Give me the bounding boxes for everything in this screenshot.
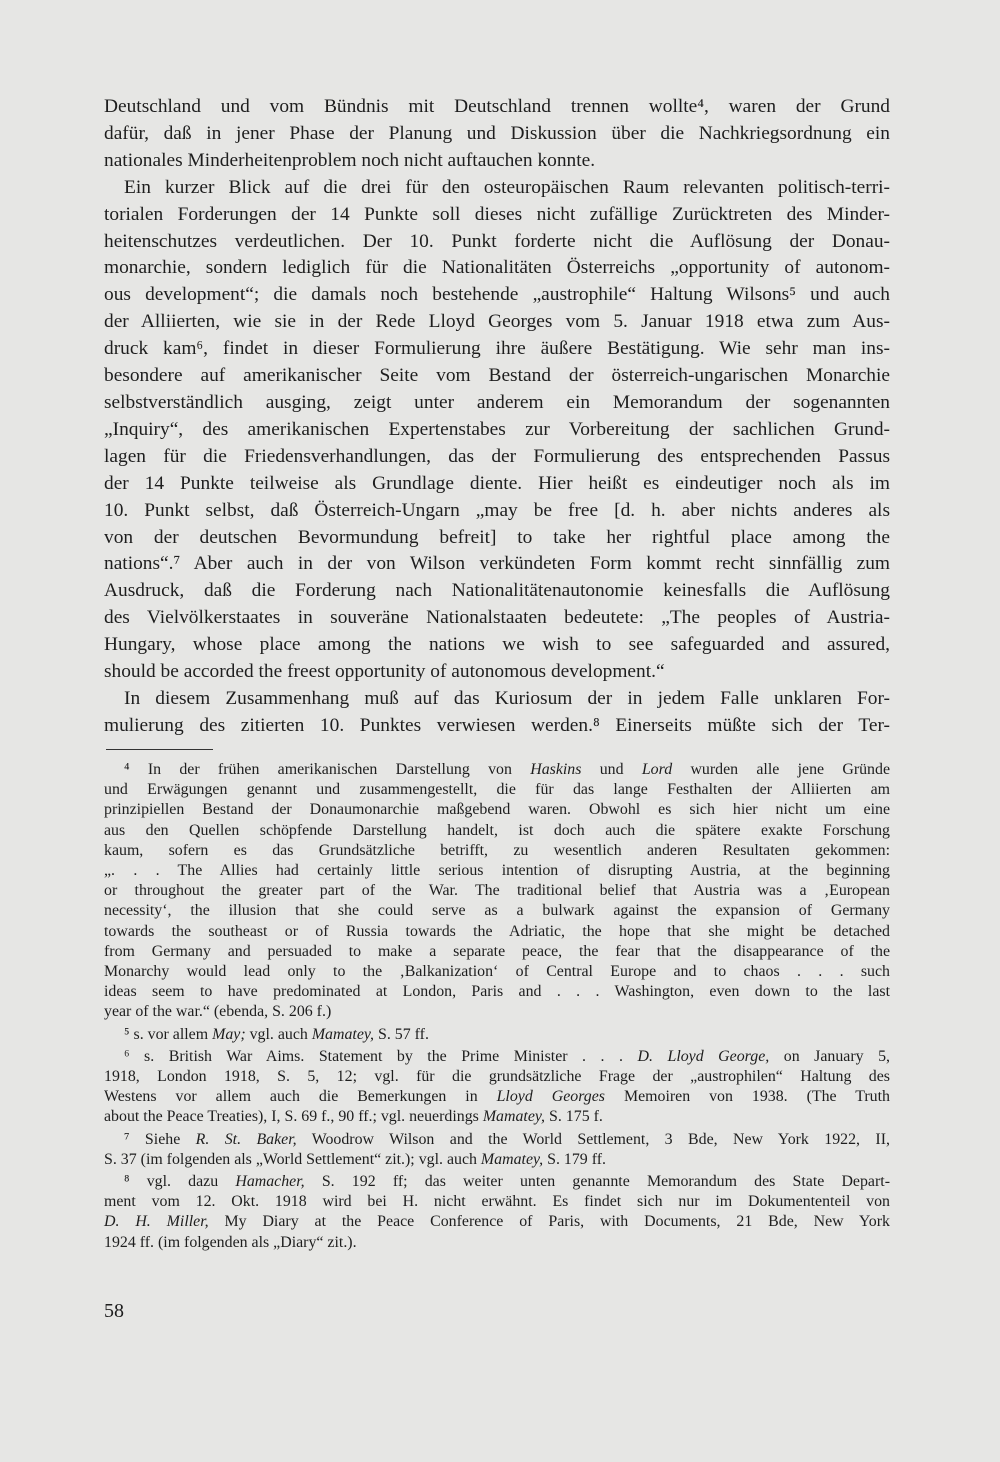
body-line: heitenschutzes verdeutlichen. Der 10. Punkt forderte nicht die Auflösung der Donau- xyxy=(104,230,890,252)
body-line: ous development“; die damals noch bestehende „austrophile“ Haltung Wilsons⁵ und auch xyxy=(104,284,890,306)
body-line: Deutschland und vom Bündnis mit Deutschland trennen wollte⁴, waren der Grund xyxy=(104,96,890,117)
body-line: besondere auf amerikanischer Seite vom Bestand der österreich-ungarischen Monarchie xyxy=(104,365,890,387)
footnote-4-line: „. . . The Allies had certainly little serious intention of disrupting Austria, at the beginning xyxy=(104,862,890,880)
footnote-4-line: towards the southeast or of Russia towards the Adriatic, the hope that she might be detached xyxy=(104,922,890,940)
footnote-4-line: ⁴ In der frühen amerikanischen Darstellung von Haskins und Lord wurden alle jene Gründe xyxy=(124,761,891,778)
body-line: nations“.⁷ Aber auch in der von Wilson verkündeten Form kommt recht sinnfällig zum xyxy=(104,553,890,575)
body-line: Ein kurzer Blick auf die drei für den osteuropäischen Raum relevanten politisch-terri- xyxy=(124,176,890,198)
footnote-4-line: Monarchy would lead only to the ‚Balkanization‘ of Central Europe and to chaos . . . such xyxy=(104,963,890,981)
footnote-8-line: ment vom 12. Okt. 1918 wird bei H. nicht erwähnt. Es findet sich nur im Dokumententeil von xyxy=(104,1193,890,1211)
footnote-5: ⁵ s. vor allem May; vgl. auch Mamatey, S. 57 ff. xyxy=(124,1025,429,1043)
body-line: 10. Punkt selbst, daß Österreich-Ungarn „may be free [d. h. aber nichts anderes als xyxy=(104,499,890,521)
body-line: mulierung des zitierten 10. Punktes verwiesen werden.⁸ Einerseits müßte sich der Ter- xyxy=(104,714,890,736)
body-line: torialen Forderungen der 14 Punkte soll dieses nicht zufällige Zurücktreten des Minder- xyxy=(104,203,890,225)
footnote-4-line: und Erwägungen genannt und zusammengestellt, die für das lange Festhalten der Alliierten am xyxy=(104,781,890,799)
footnote-8-line: 1924 ff. (im folgenden als „Diary“ zit.). xyxy=(104,1233,357,1251)
footnote-6-line: Westens vor allem auch die Bemerkungen in Lloyd Georges Memoiren von 1938. (The Truth xyxy=(104,1088,890,1106)
footnote-4-line: necessity‘, the illusion that she could serve as a bulwark against the expansion of Germany xyxy=(104,902,890,920)
body-line: „Inquiry“, des amerikanischen Expertenstabes zur Vorbereitung der sachlichen Grund- xyxy=(104,418,890,440)
footnote-6-line: 1918, London 1918, S. 5, 12; vgl. für die grundsätzliche Frage der „austrophilen“ Haltung des xyxy=(104,1068,890,1086)
footnote-4-line: or throughout the greater part of the War. The traditional belief that Austria was a ‚European xyxy=(104,882,890,900)
footnote-4-line: kaum, sofern es das Grundsätzliche betrifft, zu wesentlich anderen Resultaten gekommen: xyxy=(104,841,890,859)
body-line: selbstverständlich ausging, zeigt unter anderem ein Memorandum der sogenannten xyxy=(104,391,890,413)
footnote-6-line: ⁶ s. British War Aims. Statement by the Prime Minister . . . D. Lloyd George, on January 5, xyxy=(124,1047,890,1065)
body-line: lagen für die Friedensverhandlungen, das der Formulierung des entsprechenden Passus xyxy=(104,445,890,467)
footnote-7-line: ⁷ Siehe R. St. Baker, Woodrow Wilson and the World Settlement, 3 Bde, New York 1922, II, xyxy=(124,1130,890,1148)
body-line: von der deutschen Bevormundung befreit] to take her rightful place among the xyxy=(104,526,890,548)
footnote-8-line: ⁸ vgl. dazu Hamacher, S. 192 ff; das weiter unten genannte Memorandum des State Depart- xyxy=(124,1173,890,1191)
footnote-4-line: ideas seem to have predominated at London, Paris and . . . Washington, even down to the last xyxy=(104,983,890,1001)
body-line: der Alliierten, wie sie in der Rede Lloyd Georges vom 5. Januar 1918 etwa zum Aus- xyxy=(104,311,890,333)
footnotes xyxy=(104,760,890,1253)
footnote-4-line: prinzipiellen Bestand der Donaumonarchie maßgebend waren. Obwohl es sich hier nicht um eine xyxy=(104,801,890,819)
body-line: Ausdruck, daß die Forderung nach Nationalitätenautonomie keinesfalls die Auflösung xyxy=(104,580,890,602)
body-line: monarchie, sondern lediglich für die Nationalitäten Österreichs „opportunity of autonom- xyxy=(104,257,890,279)
page-number: 58 xyxy=(104,1300,124,1322)
footnote-separator xyxy=(106,749,213,750)
body-line: In diesem Zusammenhang muß auf das Kuriosum der in jedem Falle unklaren For- xyxy=(124,687,890,709)
footnote-4-line: year of the war.“ (ebenda, S. 206 f.) xyxy=(104,1003,332,1021)
body-line: dafür, daß in jener Phase der Planung und Diskussion über die Nachkriegsordnung ein xyxy=(104,122,890,144)
body-text xyxy=(104,94,890,740)
footnote-7-line: S. 37 (im folgenden als „World Settlement“ zit.); vgl. auch Mamatey, S. 179 ff. xyxy=(104,1150,606,1168)
body-line: Hungary, whose place among the nations we wish to see safeguarded and assured, xyxy=(104,634,890,656)
footnote-4-line: aus den Quellen schöpfende Darstellung handelt, ist doch auch die spätere exakte Forschung xyxy=(104,821,890,839)
body-line: druck kam⁶, findet in dieser Formulierung ihre äußere Bestätigung. Wie sehr man ins- xyxy=(104,338,890,360)
footnote-4-line: from Germany and persuaded to make a separate peace, the fear that the disappearance of the xyxy=(104,942,890,960)
body-line: des Vielvölkerstaates in souveräne Nationalstaaten bedeutete: „The peoples of Austria- xyxy=(104,607,890,629)
footnote-6-line: about the Peace Treaties), I, S. 69 f., 90 ff.; vgl. neuerdings Mamatey, S. 175 f. xyxy=(104,1108,603,1126)
body-line: should be accorded the freest opportunity of autonomous development.“ xyxy=(104,661,665,683)
footnote-8-line: D. H. Miller, My Diary at the Peace Conference of Paris, with Documents, 21 Bde, New York xyxy=(104,1213,890,1231)
body-line: der 14 Punkte teilweise als Grundlage diente. Hier heißt es eindeutiger noch als im xyxy=(104,472,890,494)
body-line: nationales Minderheitenproblem noch nicht auftauchen konnte. xyxy=(104,149,596,171)
